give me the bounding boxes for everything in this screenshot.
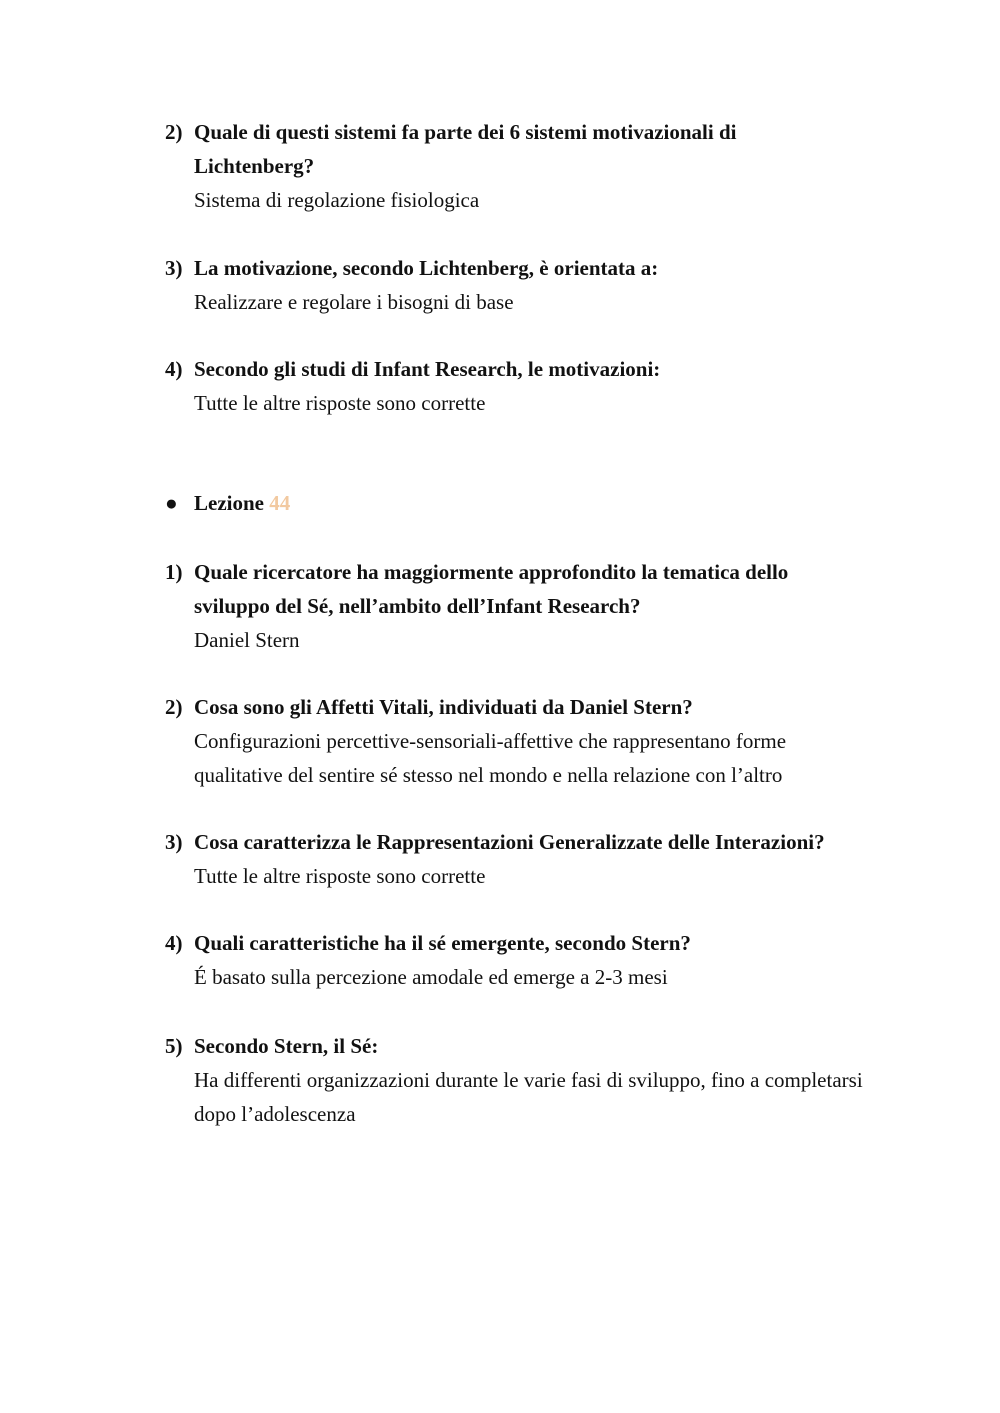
question-number: 3) (165, 830, 183, 854)
question-number: 1) (165, 560, 183, 584)
section-heading (165, 486, 290, 520)
answer-text: Ha differenti organizzazioni durante le varie fasi di sviluppo, fino a completarsi dopo l’adolescenza (194, 1068, 863, 1126)
question-item (165, 251, 875, 319)
question-text: Secondo Stern, il Sé: (194, 1034, 379, 1058)
question-text: Secondo gli studi di Infant Research, le motivazioni: (194, 357, 661, 381)
question-number: 2) (165, 120, 183, 144)
answer-text: Daniel Stern (194, 628, 300, 652)
question-number: 4) (165, 931, 183, 955)
bullet-icon: ● (165, 491, 178, 515)
question-item (165, 926, 875, 994)
answer-text: Tutte le altre risposte sono corrette (194, 864, 486, 888)
question-text: Cosa sono gli Affetti Vitali, individuati da Daniel Stern? (194, 695, 693, 719)
question-text: Quali caratteristiche ha il sé emergente, secondo Stern? (194, 931, 691, 955)
question-number: 4) (165, 357, 183, 381)
question-text: Quale ricercatore ha maggiormente approfondito la tematica dello sviluppo del Sé, nell’ambito dell’Infant Research? (194, 560, 789, 618)
answer-text: Tutte le altre risposte sono corrette (194, 391, 486, 415)
question-item (165, 690, 875, 792)
answer-text: Configurazioni percettive-sensoriali-affettive che rappresentano forme qualitative del sentire sé stesso nel mondo e nella relazione con l’altro (194, 729, 787, 787)
question-item (165, 1029, 875, 1131)
answer-text: Realizzare e regolare i bisogni di base (194, 290, 514, 314)
question-item (165, 352, 875, 420)
question-item (165, 825, 875, 893)
question-number: 3) (165, 256, 183, 280)
question-text: Cosa caratterizza le Rappresentazioni Generalizzate delle Interazioni? (194, 830, 825, 854)
section-number: 44 (269, 491, 291, 515)
question-number: 5) (165, 1034, 183, 1058)
question-item (165, 115, 875, 217)
answer-text: Sistema di regolazione fisiologica (194, 188, 480, 212)
question-number: 2) (165, 695, 183, 719)
question-item (165, 555, 875, 657)
section-label: Lezione (194, 491, 264, 515)
question-text: Quale di questi sistemi fa parte dei 6 sistemi motivazionali di Lichtenberg? (194, 120, 737, 178)
answer-text: É basato sulla percezione amodale ed emerge a 2-3 mesi (194, 965, 668, 989)
question-text: La motivazione, secondo Lichtenberg, è orientata a: (194, 256, 659, 280)
